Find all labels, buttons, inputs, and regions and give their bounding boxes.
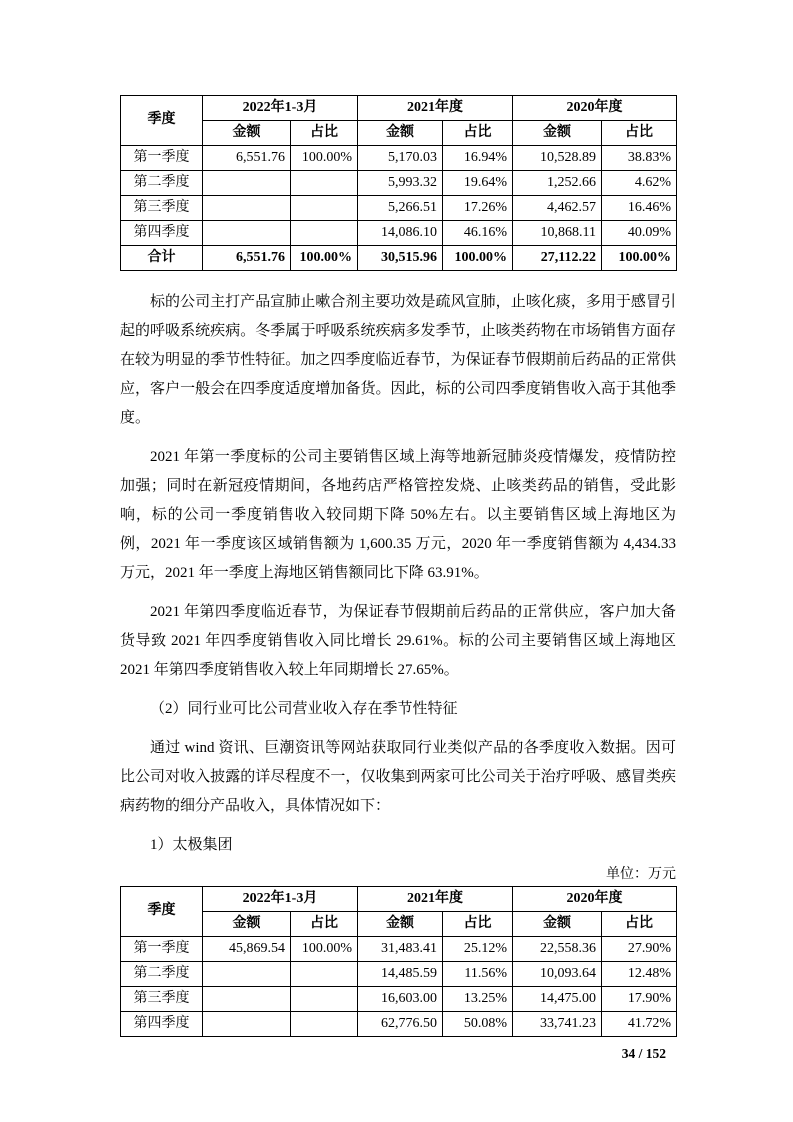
period-header-2022: 2022年1-3月 [203, 887, 358, 912]
ratio-header-cell: 占比 [602, 121, 677, 146]
amount-cell [203, 221, 291, 246]
ratio-cell: 25.12% [443, 937, 513, 962]
amount-cell: 33,741.23 [513, 1012, 602, 1037]
table-header-row [121, 96, 677, 121]
period-header-2020: 2020年度 [513, 96, 677, 121]
period-header-2022: 2022年1-3月 [203, 96, 358, 121]
body-paragraph-covid-impact: 2021 年第一季度标的公司主要销售区域上海等地新冠肺炎疫情爆发，疫情防控加强；同时在新冠疫情期间，各地药店严格管控发烧、止咳类药品的销售，受此影响，标的公司一季度销售收入较同期下降 50%左右。以主要销售区域上海地区为例，2021 年一季度该区域销售额为 1,600.35 万元，2020 年一季度销售额为 4,434.33 万元，2021 年一季度上海地区销售额同比下降 63.91%。 [120, 449, 676, 581]
amount-cell [203, 1012, 291, 1037]
amount-header-cell: 金额 [203, 121, 291, 146]
ratio-cell: 4.62% [602, 171, 677, 196]
quarter-label-cell: 第一季度 [121, 937, 203, 962]
amount-cell: 5,170.03 [358, 146, 443, 171]
quarter-label-cell: 第二季度 [121, 962, 203, 987]
table-row [121, 146, 677, 171]
period-header-2021: 2021年度 [358, 887, 513, 912]
amount-cell: 14,485.59 [358, 962, 443, 987]
target-company-quarterly-table [120, 95, 677, 271]
ratio-cell: 12.48% [602, 962, 677, 987]
ratio-header-cell: 占比 [443, 121, 513, 146]
ratio-cell [291, 987, 358, 1012]
ratio-header-cell: 占比 [443, 912, 513, 937]
period-header-2021: 2021年度 [358, 96, 513, 121]
ratio-header-cell: 占比 [291, 912, 358, 937]
quarter-header-cell: 季度 [121, 96, 203, 146]
ratio-cell: 19.64% [443, 171, 513, 196]
table-total-row [121, 246, 677, 271]
quarter-label-cell: 第三季度 [121, 196, 203, 221]
quarter-label-cell: 第一季度 [121, 146, 203, 171]
table-row [121, 221, 677, 246]
table-row [121, 1012, 677, 1037]
body-paragraph-q4-growth: 2021 年第四季度临近春节，为保证春节假期前后药品的正常供应，客户加大备货导致 2021 年四季度销售收入同比增长 29.61%。标的公司主要销售区域上海地区 2021 年第四季度销售收入较上年同期增长 27.65%。 [120, 604, 676, 678]
ratio-cell [291, 1012, 358, 1037]
amount-cell: 27,112.22 [513, 246, 602, 271]
table-subheader-row [121, 121, 677, 146]
ratio-cell: 100.00% [443, 246, 513, 271]
amount-cell [203, 171, 291, 196]
amount-cell: 1,252.66 [513, 171, 602, 196]
amount-header-cell: 金额 [358, 121, 443, 146]
ratio-cell: 11.56% [443, 962, 513, 987]
amount-cell [203, 196, 291, 221]
table-row [121, 962, 677, 987]
amount-header-cell: 金额 [513, 121, 602, 146]
amount-cell: 16,603.00 [358, 987, 443, 1012]
ratio-cell [291, 171, 358, 196]
unit-label: 单位：万元 [606, 867, 676, 882]
amount-header-cell: 金额 [203, 912, 291, 937]
quarter-label-cell: 第二季度 [121, 171, 203, 196]
ratio-header-cell: 占比 [291, 121, 358, 146]
table-row [121, 987, 677, 1012]
amount-cell: 5,266.51 [358, 196, 443, 221]
amount-cell [203, 987, 291, 1012]
ratio-cell: 100.00% [291, 937, 358, 962]
amount-cell: 10,528.89 [513, 146, 602, 171]
amount-cell: 10,093.64 [513, 962, 602, 987]
ratio-cell: 41.72% [602, 1012, 677, 1037]
ratio-cell: 46.16% [443, 221, 513, 246]
list-item-taiji-group: 1）太极集团 [150, 837, 233, 853]
ratio-cell: 13.25% [443, 987, 513, 1012]
ratio-cell [291, 221, 358, 246]
ratio-header-cell: 占比 [602, 912, 677, 937]
body-paragraph-data-source: 通过 wind 资讯、巨潮资讯等网站获取同行业类似产品的各季度收入数据。因可比公司对收入披露的详尽程度不一，仅收集到两家可比公司关于治疗呼吸、感冒类疾病药物的细分产品收入，具体情况如下： [120, 740, 676, 814]
ratio-cell: 100.00% [291, 246, 358, 271]
period-header-2020: 2020年度 [513, 887, 677, 912]
ratio-cell: 27.90% [602, 937, 677, 962]
table-row [121, 171, 677, 196]
table-row [121, 937, 677, 962]
amount-cell: 22,558.36 [513, 937, 602, 962]
total-label-cell: 合计 [121, 246, 203, 271]
ratio-cell [291, 962, 358, 987]
amount-cell: 45,869.54 [203, 937, 291, 962]
ratio-cell: 17.26% [443, 196, 513, 221]
amount-header-cell: 金额 [358, 912, 443, 937]
quarter-header-cell: 季度 [121, 887, 203, 937]
quarter-label-cell: 第四季度 [121, 1012, 203, 1037]
amount-header-cell: 金额 [513, 912, 602, 937]
amount-cell: 10,868.11 [513, 221, 602, 246]
ratio-cell: 38.83% [602, 146, 677, 171]
quarter-label-cell: 第四季度 [121, 221, 203, 246]
amount-cell: 14,086.10 [358, 221, 443, 246]
ratio-cell: 16.94% [443, 146, 513, 171]
amount-cell: 14,475.00 [513, 987, 602, 1012]
amount-cell: 62,776.50 [358, 1012, 443, 1037]
amount-cell: 5,993.32 [358, 171, 443, 196]
amount-cell: 6,551.76 [203, 146, 291, 171]
ratio-cell [291, 196, 358, 221]
ratio-cell: 100.00% [602, 246, 677, 271]
amount-cell: 4,462.57 [513, 196, 602, 221]
ratio-cell: 50.08% [443, 1012, 513, 1037]
ratio-cell: 16.46% [602, 196, 677, 221]
amount-cell: 6,551.76 [203, 246, 291, 271]
amount-cell: 31,483.41 [358, 937, 443, 962]
ratio-cell: 17.90% [602, 987, 677, 1012]
body-paragraph-seasonality: 标的公司主打产品宣肺止嗽合剂主要功效是疏风宣肺，止咳化痰，多用于感冒引起的呼吸系统疾病。冬季属于呼吸系统疾病多发季节，止咳类药物在市场销售方面存在较为明显的季节性特征。加之四季度临近春节，为保证春节假期前后药品的正常供应，客户一般会在四季度适度增加备货。因此，标的公司四季度销售收入高于其他季度。 [120, 294, 676, 426]
taiji-group-quarterly-table [120, 886, 677, 1037]
table-subheader-row [121, 912, 677, 937]
quarter-label-cell: 第三季度 [121, 987, 203, 1012]
amount-cell: 30,515.96 [358, 246, 443, 271]
ratio-cell: 100.00% [291, 146, 358, 171]
table-row [121, 196, 677, 221]
section-heading-comparable-companies: （2）同行业可比公司营业收入存在季节性特征 [150, 701, 458, 717]
page-number: 34 / 152 [621, 1046, 666, 1061]
amount-cell [203, 962, 291, 987]
ratio-cell: 40.09% [602, 221, 677, 246]
table-header-row [121, 887, 677, 912]
